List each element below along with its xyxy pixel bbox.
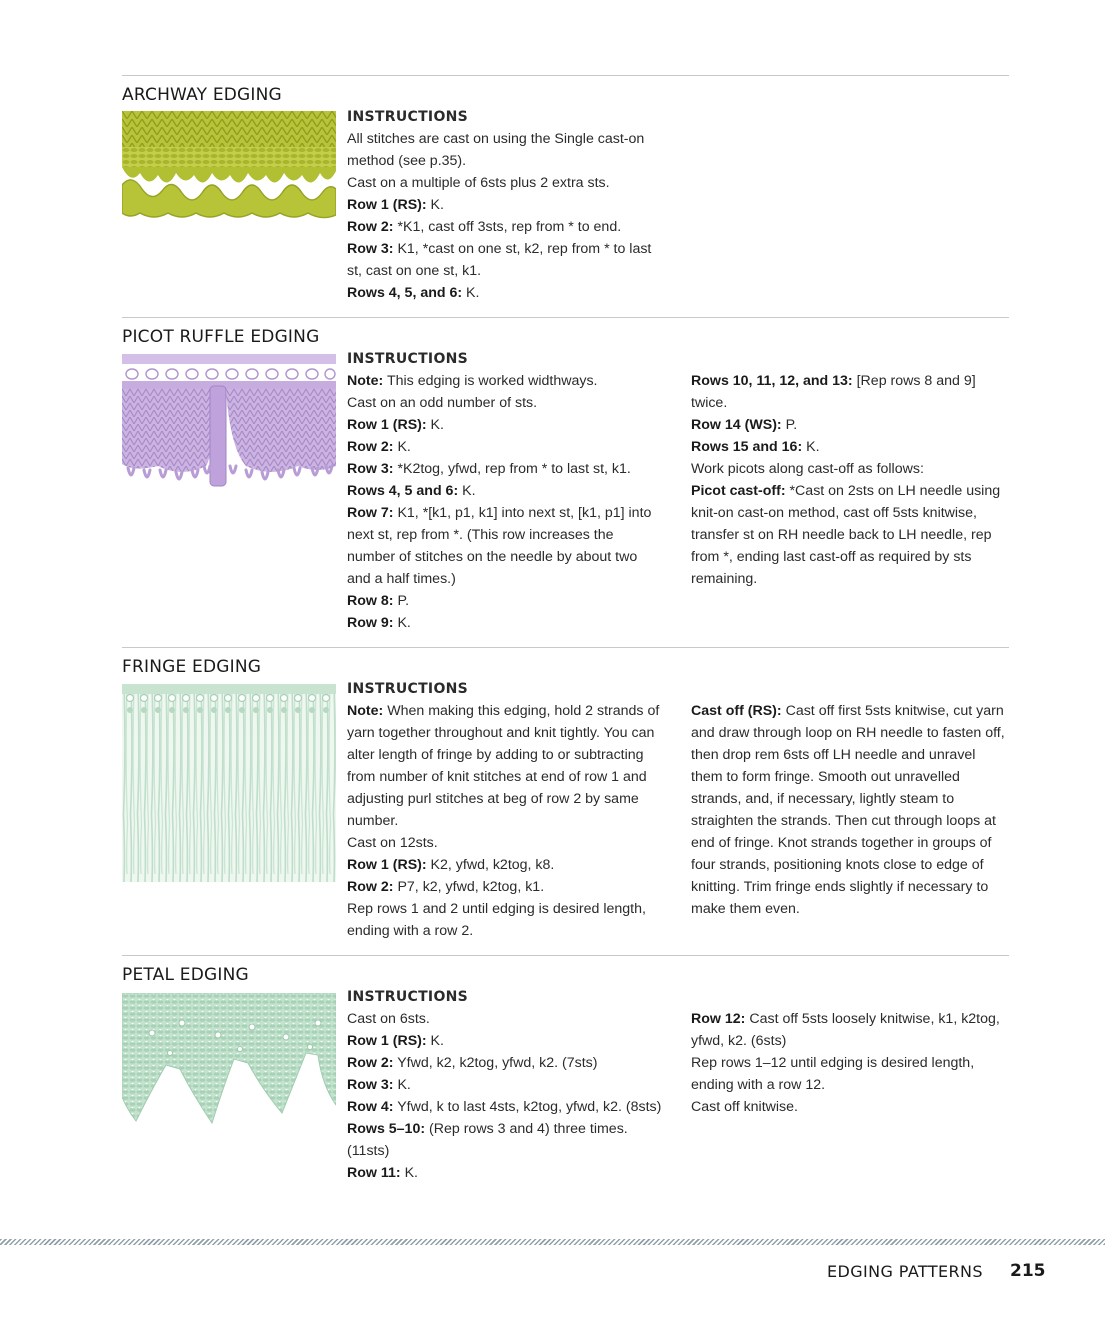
instruction-line: Row 7: K1, *[k1, p1, k1] into next st, [k1, p1] into next st, rep from *. (This row increases the number of stitches on the needle by about two and a half times.) bbox=[347, 505, 652, 587]
section-title: FRINGE EDGING bbox=[122, 657, 262, 677]
instruction-line: Work picots along cast-off as follows: bbox=[691, 461, 924, 477]
instruction-line: Row 2: Yfwd, k2, k2tog, yfwd, k2. (7sts) bbox=[347, 1055, 598, 1071]
section-divider bbox=[122, 955, 1009, 956]
instruction-line: Note: When making this edging, hold 2 strands of yarn together throughout and knit tightly. You can alter length of fringe by adding to or subtracting from number of knit stitches at end of row 1 and adjusting purl stitches at beg of row 2 by same number. bbox=[347, 703, 660, 829]
instruction-line: Rep rows 1 and 2 until edging is desired length, ending with a row 2. bbox=[347, 901, 646, 939]
instruction-line: Row 3: *K2tog, yfwd, rep from * to last st, k1. bbox=[347, 461, 631, 477]
instruction-line: Row 1 (RS): K. bbox=[347, 417, 444, 433]
fringe-swatch-image bbox=[122, 684, 336, 882]
section-divider bbox=[122, 647, 1009, 648]
picot-ruffle-swatch-image bbox=[122, 354, 336, 496]
instruction-line: Row 9: K. bbox=[347, 615, 411, 631]
instruction-line: Row 1 (RS): K. bbox=[347, 197, 444, 213]
instruction-line: Row 3: K1, *cast on one st, k2, rep from * to last st, cast on one st, k1. bbox=[347, 241, 652, 279]
instruction-line: Cast on 12sts. bbox=[347, 835, 438, 851]
instruction-line: Rows 15 and 16: K. bbox=[691, 439, 820, 455]
archway-swatch-image bbox=[122, 111, 336, 221]
instruction-line: Rows 5–10: (Rep rows 3 and 4) three times. (11sts) bbox=[347, 1121, 628, 1159]
section-title: ARCHWAY EDGING bbox=[122, 85, 282, 105]
instruction-line: Row 1 (RS): K2, yfwd, k2tog, k8. bbox=[347, 857, 555, 873]
instruction-line: Rows 4, 5, and 6: K. bbox=[347, 285, 480, 301]
instruction-line: Cast on a multiple of 6sts plus 2 extra sts. bbox=[347, 175, 610, 191]
instructions-column-left bbox=[347, 106, 663, 304]
instructions-column-right bbox=[691, 370, 1007, 590]
instruction-line: Row 14 (WS): P. bbox=[691, 417, 798, 433]
instructions-heading: INSTRUCTIONS bbox=[347, 989, 469, 1005]
instruction-line: Row 2: *K1, cast off 3sts, rep from * to end. bbox=[347, 219, 622, 235]
instruction-line: Note: This edging is worked widthways. bbox=[347, 373, 598, 389]
instruction-line: Row 1 (RS): K. bbox=[347, 1033, 444, 1049]
section-divider bbox=[122, 75, 1009, 76]
instruction-line: Row 4: Yfwd, k to last 4sts, k2tog, yfwd, k2. (8sts) bbox=[347, 1099, 662, 1115]
instruction-line: Row 8: P. bbox=[347, 593, 410, 609]
instruction-line: Row 2: K. bbox=[347, 439, 411, 455]
instruction-line: Rows 4, 5 and 6: K. bbox=[347, 483, 476, 499]
instructions-column-left bbox=[347, 986, 663, 1184]
instructions-column-left bbox=[347, 348, 663, 634]
instructions-column-right bbox=[691, 1008, 1007, 1118]
instructions-column-right bbox=[691, 700, 1007, 920]
section-title: PETAL EDGING bbox=[122, 965, 249, 985]
footer-decorative-strip bbox=[0, 1239, 1105, 1245]
instruction-line: Cast off knitwise. bbox=[691, 1099, 798, 1115]
instruction-line: Row 3: K. bbox=[347, 1077, 411, 1093]
petal-swatch-image bbox=[122, 993, 336, 1125]
instructions-column-left bbox=[347, 678, 663, 942]
instruction-line: Row 2: P7, k2, yfwd, k2tog, k1. bbox=[347, 879, 545, 895]
instruction-line: Cast on 6sts. bbox=[347, 1011, 430, 1027]
instructions-heading: INSTRUCTIONS bbox=[347, 351, 469, 367]
instructions-heading: INSTRUCTIONS bbox=[347, 109, 469, 125]
section-divider bbox=[122, 317, 1009, 318]
section-title: PICOT RUFFLE EDGING bbox=[122, 327, 320, 347]
instruction-line: Row 12: Cast off 5sts loosely knitwise, k1, k2tog, yfwd, k2. (6sts) bbox=[691, 1011, 1000, 1049]
instructions-heading: INSTRUCTIONS bbox=[347, 681, 469, 697]
instruction-line: Picot cast-off: *Cast on 2sts on LH needle using knit-on cast-on method, cast off 5sts knitwise, transfer st on RH needle back to LH needle, rep from *, ending last cast-off as required by sts remaining. bbox=[691, 483, 1001, 587]
instruction-line: Row 11: K. bbox=[347, 1165, 418, 1181]
instruction-line: Rows 10, 11, 12, and 13: [Rep rows 8 and 9] twice. bbox=[691, 373, 976, 411]
instruction-line: Cast on an odd number of sts. bbox=[347, 395, 538, 411]
instruction-line: Cast off (RS): Cast off first 5sts knitwise, cut yarn and draw through loop on RH needle to fasten off, then drop rem 6sts off LH needle and unravel them to form fringe. Smooth out unravelled strands, and, if necessary, lightly steam to straighten the strands. Then cut through loops at end of fringe. Knot strands together in groups of four strands, positioning knots close to edge of knitting. Trim fringe ends slightly if necessary to make them even. bbox=[691, 703, 1005, 917]
running-footer-title: EDGING PATTERNS bbox=[827, 1262, 983, 1281]
instruction-line: All stitches are cast on using the Single cast-on method (see p.35). bbox=[347, 131, 645, 169]
instruction-line: Rep rows 1–12 until edging is desired length, ending with a row 12. bbox=[691, 1055, 975, 1093]
page-number: 215 bbox=[1010, 1261, 1046, 1281]
